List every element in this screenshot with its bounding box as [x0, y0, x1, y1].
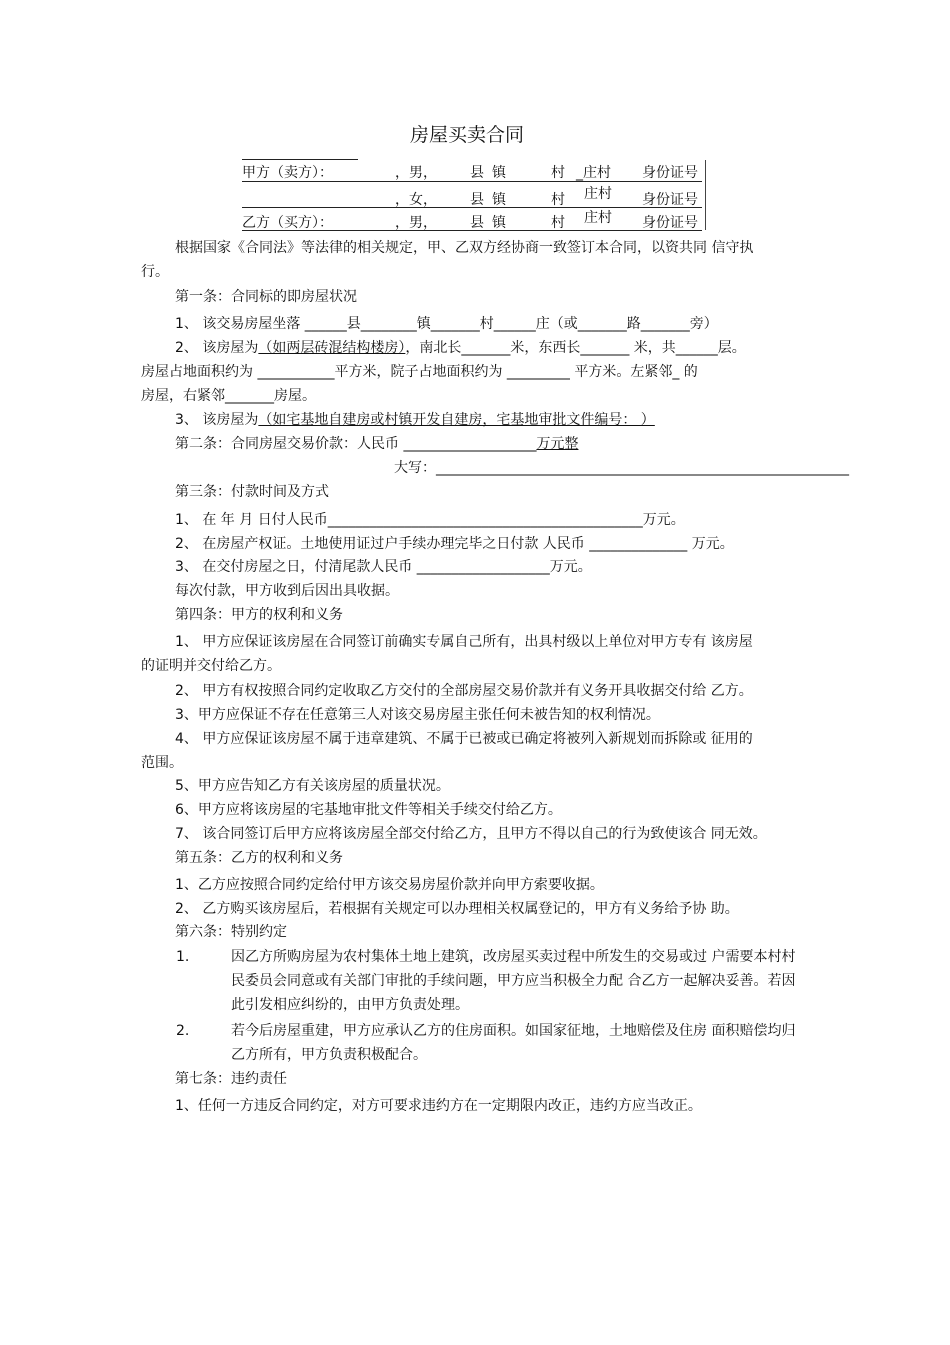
- clause-underlined: （如宅基地自建房或村镇开发自建房，宅基地审批文件编号： ）: [258, 412, 655, 428]
- article-1-clause-2: [175, 339, 746, 357]
- party-gender: ，男，: [395, 165, 437, 181]
- article-4-clause-4-cont: 范围。: [141, 755, 183, 771]
- intro-line: 行。: [141, 264, 169, 280]
- clause-suffix: ，南北长_______米，东西长_______ 米，共______层。: [405, 340, 746, 356]
- party-town: 镇: [492, 165, 506, 181]
- party-gender: ，女，: [395, 192, 437, 208]
- party-gender: ，男，: [395, 215, 437, 231]
- article-7-title: 第七条：违约责任: [175, 1071, 287, 1087]
- article-4-clause-4: 4、 甲方应保证该房屋不属于违章建筑、不属于已被或已确定将被列入新规划而拆除或 征用的: [175, 731, 753, 747]
- party-zhuang: 庄村: [584, 186, 612, 202]
- party-buyer-label: 乙方（买方）：: [242, 215, 333, 231]
- article-4-clause-1-cont: 的证明并交付给乙方。: [141, 658, 281, 674]
- party-zhuang: _庄村: [576, 165, 611, 181]
- article-1-clause-3: [175, 411, 655, 429]
- article-4-clause-2: 2、 甲方有权按照合同约定收取乙方交付的全部房屋交易价款并有义务开具收据交付给 乙方。: [175, 683, 753, 699]
- party-id-label: 身份证号: [642, 192, 698, 208]
- party-village: 村: [551, 215, 565, 231]
- article-4-title: 第四条：甲方的权利和义务: [175, 607, 343, 623]
- blank-line: [242, 159, 358, 160]
- article-7-clause-1: 1、任何一方违反合同约定，对方可要求违约方在一定期限内改正，违约方应当改正。: [175, 1098, 702, 1114]
- price-unit: 万元整: [536, 436, 579, 452]
- article-3-clause-1: 1、 在 年 月 日付人民币_____________________________________________万元。: [175, 512, 685, 528]
- party-seller-label: 甲方（卖方）：: [242, 165, 333, 181]
- article-1-title: 第一条：合同标的即房屋状况: [175, 289, 357, 305]
- field-underline: [242, 207, 702, 208]
- clause-prefix: 2、 该房屋为: [175, 340, 259, 356]
- article-6-item-1-number: 1.: [176, 949, 190, 965]
- article-4-clause-7: 7、 该合同签订后甲方应将该房屋全部交付给乙方，且甲方不得以自己的行为致使该合 同无效。: [175, 826, 767, 842]
- article-4-clause-3: 3、甲方应保证不存在任意第三人对该交易房屋主张任何未被告知的权利情况。: [175, 707, 660, 723]
- party-county: 县: [470, 215, 484, 231]
- article-3-clause-3: 3、 在交付房屋之日，付清尾款人民币 ___________________万元。: [175, 559, 592, 575]
- contract-title: 房屋买卖合同: [410, 124, 525, 146]
- article-5-clause-2: 2、 乙方购买该房屋后，若根据有关规定可以办理相关权属登记的，甲方有义务给予协 助。: [175, 901, 739, 917]
- article-1-clause-1: 1、 该交易房屋坐落 ______县________镇_______村______庄（或_______路_______旁）: [175, 316, 718, 332]
- article-6-item-2-number: 2.: [176, 1023, 190, 1039]
- article-6-item-1-text: 因乙方所购房屋为农村集体土地上建筑，改房屋买卖过程中所发生的交易或过 户需要本村村民委员会同意或有关部门审批的手续问题，甲方应当积极全力配 合乙方一起解决妥善。若因此引发相应纠纷的，由甲方负责处理。: [231, 949, 796, 1013]
- party-town: 镇: [492, 192, 506, 208]
- party-town: 镇: [492, 215, 506, 231]
- article-5-title: 第五条：乙方的权利和义务: [175, 850, 343, 866]
- clause-prefix: 3、 该房屋为: [175, 412, 259, 428]
- article-6-item-2-text: 若今后房屋重建，甲方应承认乙方的住房面积。如国家征地，土地赔偿及住房 面积赔偿均归乙方所有，甲方负责积极配合。: [231, 1023, 796, 1063]
- clause-text: 第二条：合同房屋交易价款：人民币 ___________________: [175, 436, 537, 452]
- article-1-clause-2-line: 房屋占地面积约为 ___________平方米，院子占地面积约为 _________ 平方米。左紧邻_ 的: [141, 364, 698, 380]
- party-county: 县: [470, 192, 484, 208]
- article-3-clause-2: 2、 在房屋产权证。土地使用证过户手续办理完毕之日付款 人民币 ______________ 万元。: [175, 536, 734, 552]
- field-underline: [242, 230, 702, 231]
- price-daxie: 大写：___________________________________________________________: [394, 460, 849, 476]
- article-4-clause-6: 6、甲方应将该房屋的宅基地审批文件等相关手续交付给乙方。: [175, 802, 562, 818]
- party-county: 县: [470, 165, 484, 181]
- field-underline: [242, 181, 702, 182]
- party-village: 村: [551, 165, 565, 181]
- article-4-clause-1: 1、 甲方应保证该房屋在合同签订前确实专属自己所有，出具村级以上单位对甲方专有 该房屋: [175, 634, 753, 650]
- article-5-clause-1: 1、乙方应按照合同约定给付甲方该交易房屋价款并向甲方索要收据。: [175, 877, 604, 893]
- intro-line: 根据国家《合同法》等法律的相关规定，甲、乙双方经协商一致签订本合同，以资共同 信守执: [175, 240, 754, 256]
- article-3-clause-4: 每次付款，甲方收到后因出具收据。: [175, 583, 399, 599]
- party-village: 村: [551, 192, 565, 208]
- party-zhuang: 庄村: [584, 210, 612, 226]
- article-6-title: 第六条：特别约定: [175, 924, 287, 940]
- article-1-clause-2-line: 房屋，右紧邻_______房屋。: [141, 388, 316, 404]
- article-3-title: 第三条：付款时间及方式: [175, 484, 329, 500]
- article-4-clause-5: 5、甲方应告知乙方有关该房屋的质量状况。: [175, 778, 450, 794]
- vertical-rule: [705, 160, 706, 230]
- article-2-title: [175, 435, 578, 453]
- party-id-label: 身份证号: [642, 215, 698, 231]
- party-id-label: 身份证号: [642, 165, 698, 181]
- clause-underlined: （如两层砖混结构楼房）: [258, 340, 406, 356]
